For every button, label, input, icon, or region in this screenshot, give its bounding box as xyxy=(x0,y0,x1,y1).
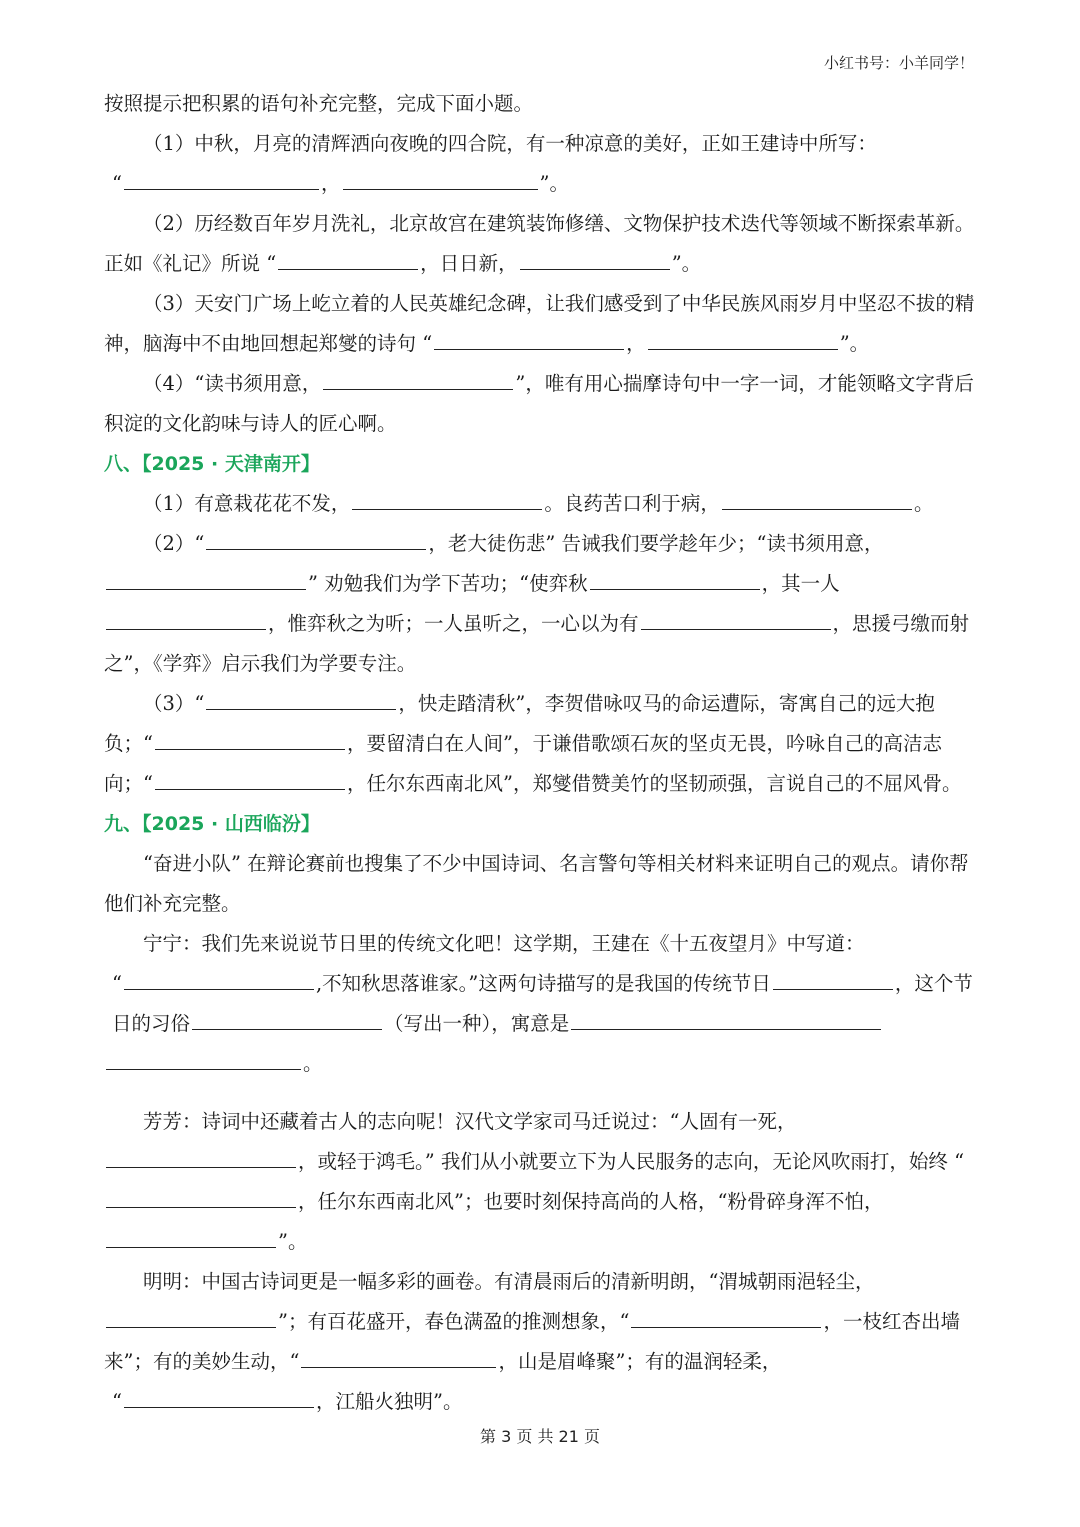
answer-blank[interactable] xyxy=(323,369,513,390)
answer-blank[interactable] xyxy=(520,249,670,270)
answer-blank[interactable] xyxy=(722,489,912,510)
answer-blank[interactable] xyxy=(631,1307,821,1328)
answer-blank[interactable] xyxy=(192,1009,382,1030)
answer-blank[interactable] xyxy=(648,329,838,350)
answer-blank[interactable] xyxy=(124,1387,314,1408)
answer-blank[interactable] xyxy=(278,249,418,270)
ningning-paragraph: 宁宁：我们先来说说节日里的传统文化吧！这学期，王建在《十五夜望月》中写道： xyxy=(143,932,865,955)
answer-blank[interactable] xyxy=(434,329,624,350)
fangfang-paragraph: 芳芳：诗词中还藏着古人的志向呢！汉代文学家司马迁说过：“人固有一死，，或轻于鸿毛。” 我们从小就要立下为人民服务的志向，无论风吹雨打，始终 “，任尔东西南北风”；也要时刻保持高尚的人格，“粉骨碎身浑不怕，”。 xyxy=(104,1102,978,1262)
watermark: 小红书号：小羊同学！ xyxy=(823,54,974,72)
answer-blank[interactable] xyxy=(124,169,319,190)
answer-blank[interactable] xyxy=(155,769,345,790)
mingming-paragraph-end: “ ，江船火独明”。 xyxy=(104,1382,978,1422)
mingming-paragraph: 明明：中国古诗词更是一幅多彩的画卷。有清晨雨后的清新明朗，“渭城朝雨浥轻尘，”；有百花盛开，春色满盈的推测想象，“ ，一枝红杏出墙来”；有的美妙生动，“ ，山是眉峰聚”；有的温润轻柔， xyxy=(104,1270,960,1373)
answer-blank[interactable] xyxy=(206,529,426,550)
answer-blank[interactable] xyxy=(590,569,760,590)
question-7-4: （4）“读书须用意， ”，唯有用心揣摩诗句中一字一词，才能领略文字背后积淀的文化韵味与诗人的匠心啊。 xyxy=(104,364,978,444)
page-content xyxy=(104,84,978,1422)
ningning-paragraph-end: 。 xyxy=(104,1044,978,1084)
answer-blank[interactable] xyxy=(206,689,396,710)
instruction: 按照提示把积累的语句补充完整，完成下面小题。 xyxy=(104,92,534,115)
answer-blank[interactable] xyxy=(155,729,345,750)
ningning-paragraph-cont: “ ,不知秋思落谁家。”这两句诗描写的是我国的传统节日 ，这个节日的习俗 （写出一种），寓意是 xyxy=(104,964,978,1044)
answer-blank[interactable] xyxy=(352,489,542,510)
answer-blank[interactable] xyxy=(106,1147,296,1168)
answer-blank[interactable] xyxy=(106,1307,276,1328)
section-9-intro: “奋进小队” 在辩论赛前也搜集了不少中国诗词、名言警句等相关材料来证明自己的观点。请你帮他们补充完整。 xyxy=(104,852,969,915)
answer-blank[interactable] xyxy=(106,1049,301,1070)
answer-blank[interactable] xyxy=(301,1347,496,1368)
question-7-3: （3）天安门广场上屹立着的人民英雄纪念碑，让我们感受到了中华民族风雨岁月中坚忍不拔的精神，脑海中不由地回想起郑燮的诗句 “ ， ”。 xyxy=(104,292,975,355)
page-footer: 第 3 页 共 21 页 xyxy=(480,1427,600,1446)
answer-blank[interactable] xyxy=(124,969,314,990)
answer-blank[interactable] xyxy=(641,609,831,630)
answer-blank[interactable] xyxy=(106,609,266,630)
answer-blank[interactable] xyxy=(773,969,893,990)
section-9-heading: 九、【2025 · 山西临汾】 xyxy=(104,813,320,835)
answer-blank[interactable] xyxy=(106,1227,276,1248)
answer-blank[interactable] xyxy=(106,1187,296,1208)
question-8-1: （1）有意栽花花不发， 。良药苦口利于病， 。 xyxy=(104,484,978,524)
question-7-1-blanks: “ ， ”。 xyxy=(104,164,978,204)
answer-blank[interactable] xyxy=(571,1009,881,1030)
section-8-heading: 八、【2025 · 天津南开】 xyxy=(104,453,320,475)
question-7-1: （1）中秋，月亮的清辉洒向夜晚的四合院，有一种凉意的美好，正如王建诗中所写： xyxy=(143,132,877,155)
question-8-3: （3）“ ，快走踏清秋”，李贺借咏叹马的命运遭际，寄寓自己的远大抱负；“ ，要留清白在人间”，于谦借歌颂石灰的坚贞无畏，吟咏自己的高洁志向；“ ，任尔东西南北风”，郑燮借赞美竹的坚韧顽强，言说自己的不屈风骨。 xyxy=(104,684,978,804)
question-8-2: （2）“ ，老大徒伤悲” 告诫我们要学趁年少；“读书须用意，” 劝勉我们为学下苦功；“使弈秋 ，其一人，惟弈秋之为听；一人虽听之，一心以为有 ，思援弓缴而射之”，《学弈》启示我们为学要专注。 xyxy=(104,524,978,684)
answer-blank[interactable] xyxy=(106,569,306,590)
answer-blank[interactable] xyxy=(343,169,538,190)
question-7-2: （2）历经数百年岁月洗礼，北京故宫在建筑装饰修缮、文物保护技术迭代等领域不断探索革新。正如《礼记》所说 “ ，日日新， ”。 xyxy=(104,212,975,275)
